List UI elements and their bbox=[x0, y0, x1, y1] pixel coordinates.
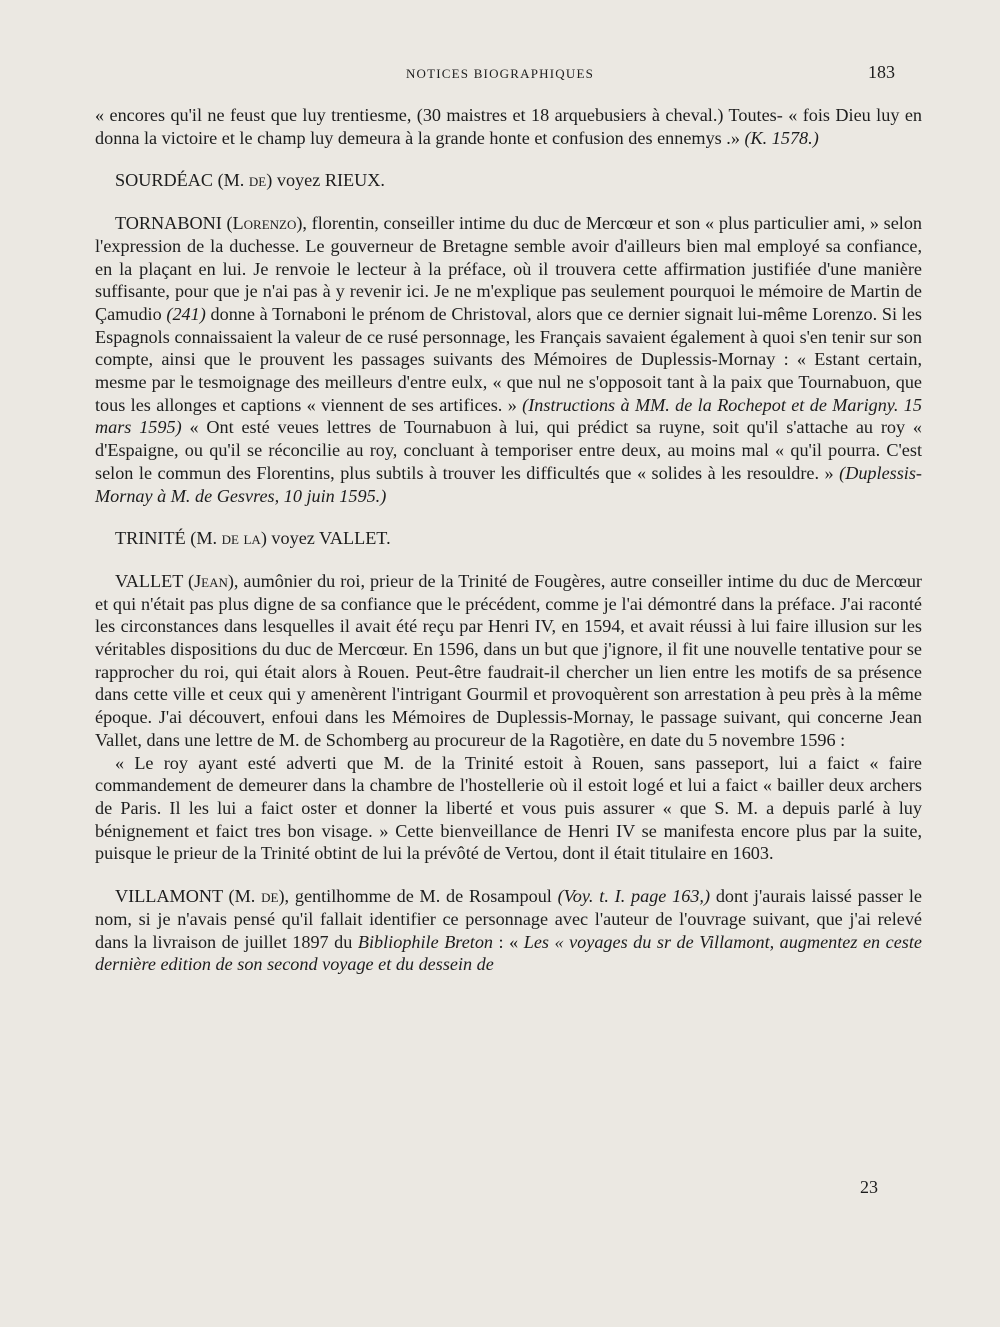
entry-villamont: VILLAMONT (M. de), gentilhomme de M. de Rosampoul (Voy. t. I. page 163,) dont j'aurais laissé passer le nom, si je n'avais pensé qu'il fallait identifier ce personnage avec l'auteur de l'ouvrage suivant, que j'ai relevé dans la livraison de juillet 1897 du Bibliophile Breton : « Les « voyages du sr de Villamont, augmentez en ceste dernière edition de son second voyage et du dessein de bbox=[95, 886, 923, 975]
book-title: Les « voyages du sr de Villamont, augmentez en ceste dernière edition de son second voyage et du dessein de bbox=[95, 931, 922, 975]
quote-text: « encores qu'il ne feust que luy trentiesme, (30 maistres et 18 arquebusiers à cheval.) Toutes- « fois Dieu luy en donna la victoire et le champ luy demeura à la grande honte et confusion des ennemys .» bbox=[95, 105, 922, 148]
signature-mark: 23 bbox=[860, 1177, 878, 1197]
page-number: 183 bbox=[868, 62, 895, 82]
entry-trinite: TRINITÉ (M. de la) voyez VALLET. bbox=[115, 528, 391, 549]
entry-name: VALLET ( bbox=[115, 570, 195, 591]
entry-name: TRINITÉ bbox=[115, 528, 186, 549]
running-header: NOTICES BIOGRAPHIQUES bbox=[405, 66, 595, 81]
paragraph-quote-continuation bbox=[95, 104, 922, 149]
entry-vallet: VALLET (Jean), aumônier du roi, prieur de la Trinité de Fougères, autre conseiller intime du duc de Mercœur et qui n'était pas plus digne de sa confiance que le précédent, comme je l'ai démontré dans la préface. J'ai raconté les circonstances dans lesquelles il avait été reçu par Henri IV, en 1594, et avait réussi à lui faire illusion sur les véritables dispositions du duc de Mercœur. En 1596, dans un but que j'ignore, il fit une nouvelle tentative pour se rapprocher du roi, qui était alors à Rouen. Peut-être faudrait-il chercher un lien entre les motifs de sa présence dans cette ville et ceux qui y amenèrent l'intrigant Gourmil et provoquèrent son arrestation à peu près à la même époque. J'ai découvert, enfoui dans les Mémoires de Duplessis-Mornay, le passage suivant, qui concerne Jean Vallet, dans une lettre de M. de Schomberg au procureur de la Ragotière, en date du 5 novembre 1596 : bbox=[95, 570, 922, 750]
entry-name: SOURDÉAC bbox=[115, 170, 214, 191]
entry-name: TORNABONI ( bbox=[115, 213, 233, 234]
citation: (241) bbox=[166, 303, 206, 324]
journal-title: Bibliophile Breton bbox=[357, 931, 494, 952]
entry-name: VILLAMONT bbox=[115, 886, 223, 907]
citation: (Duplessis-Mornay à M. de Gesvres, 10 juin 1595.) bbox=[95, 462, 922, 506]
citation: (K. 1578.) bbox=[744, 127, 819, 148]
citation: (Instructions à MM. de la Rochepot et de Marigny. 15 mars 1595) bbox=[95, 394, 922, 438]
body-text bbox=[95, 104, 922, 976]
entry-sourdeac: SOURDÉAC (M. de) voyez RIEUX. bbox=[115, 170, 385, 191]
citation: (Voy. t. I. page 163,) bbox=[557, 886, 711, 907]
entry-tornaboni: TORNABONI (Lorenzo), florentin, conseiller intime du duc de Mercœur et son « plus particulier ami, » selon l'expression de la duchesse. Le gouverneur de Bretagne semble avoir d'ailleurs bien mal employé sa confiance, en la plaçant en lui. Je renvoie le lecteur à la préface, où il trouvera cette affirmation justifiée d'une manière suffisante, pour que je n'ai pas à y revenir ici. Je ne m'explique pas seulement pourquoi le mémoire de Martin de Çamudio (241) donne à Tornaboni le prénom de Christoval, alors que ce dernier signait lui-même Lorenzo. Si les Espagnols connaissaient la valeur de ce rusé personnage, les Français savaient également à quoi s'en tenir sur son compte, ainsi que le prouvent les passages suivants des Mémoires de Duplessis-Mornay : « Estant certain, mesme par le tesmoignage des meilleurs d'entre eulx, « que nul ne s'opposoit tant à la paix que Tournabuon, que tous les allonges et captions « viennent de ses artifices. » (Instructions à MM. de la Rochepot et de Marigny. 15 mars 1595) « Ont esté veues lettres de Tournabuon à lui, qui prédict sa ruyne, soit qu'il s'attache au roy « d'Espaigne, ou qu'il se réconcilie au roy, concluant à temporiser entre deux, au moins mal « qu'il pourra. C'est selon le commun des Florentins, plus subtils à trouver les difficultés que « solides à les resouldre. » (Duplessis-Mornay à M. de Gesvres, 10 juin 1595.) bbox=[95, 213, 923, 506]
vallet-quote: « Le roy ayant esté adverti que M. de la Trinité estoit à Rouen, sans passeport, lui a faict « faire commandement de demeurer dans la chambre de l'hostellerie où il estoit logé et lui a faict « bailler deux archers de Paris. Il les lui a faict oster et donner la liberté et vous puis assurer « que S. M. a depuis parlé à luy bénignement et faict tres bon visage. » Cette bienveillance de Henri IV se manifesta encore plus par la suite, puisque le prieur de la Trinité obtint de lui la prévôté de Vertou, dont il était titulaire en 1603. bbox=[95, 752, 922, 864]
